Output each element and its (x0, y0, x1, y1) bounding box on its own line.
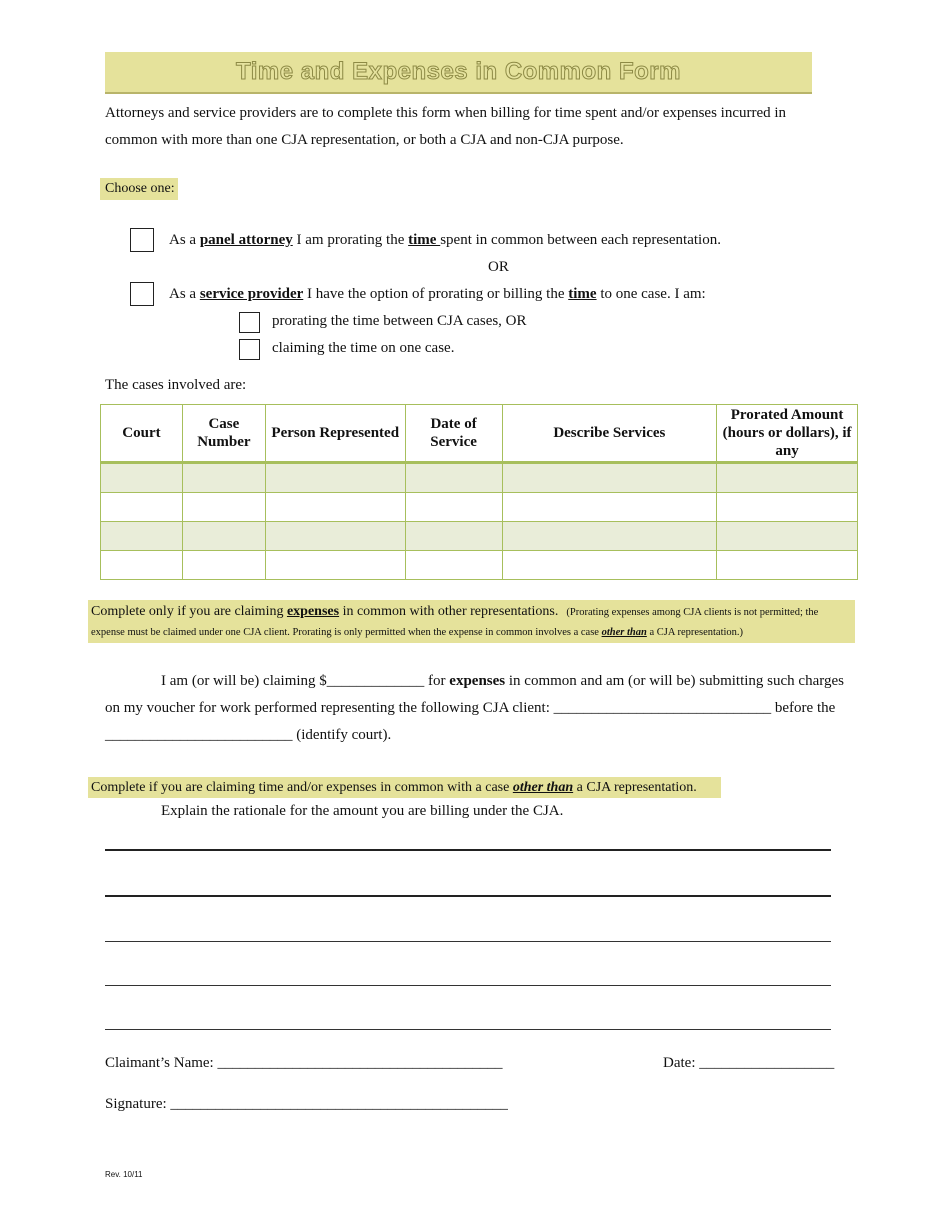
rationale-line[interactable] (105, 895, 831, 897)
table-cell[interactable] (502, 522, 717, 551)
rationale-label: Explain the rationale for the amount you are billing under the CJA. (161, 803, 564, 819)
or-label: OR (488, 259, 509, 275)
claiming-one-case-checkbox[interactable] (239, 339, 260, 360)
expenses-banner-note-emphasis: other than (601, 627, 647, 638)
option2-role: service provider (199, 286, 304, 302)
cases-label: The cases involved are: (105, 377, 247, 393)
table-cell[interactable] (265, 493, 405, 522)
expenses-banner (88, 600, 855, 643)
header-court: Court (101, 405, 183, 463)
expenses-banner-note: (Prorating expenses among CJA clients is not permitted; the expense must be claimed under one CJA client. Prorating is only permitted when the expense in common involves a case (91, 607, 819, 638)
table-cell[interactable] (717, 551, 858, 580)
table-cell[interactable] (502, 551, 717, 580)
expenses-banner-suffix: in common with other representations. (339, 604, 559, 619)
table-cell[interactable] (182, 551, 265, 580)
suboption-prorating: prorating the time between CJA cases, OR (272, 313, 527, 329)
cases-table (100, 404, 858, 580)
header-person-represented: Person Represented (265, 405, 405, 463)
intro-paragraph: Attorneys and service providers are to complete this form when billing for time spent and/or expenses incurred in common with more than one CJA representation, or both a CJA and non-CJA purpose. (105, 105, 787, 148)
choose-one-label: Choose one: (100, 178, 178, 200)
option-panel-attorney (169, 232, 721, 249)
table-cell[interactable] (265, 522, 405, 551)
table-cell[interactable] (502, 463, 717, 493)
other-banner-suffix: a CJA representation. (573, 780, 697, 795)
suboption-claiming-one-case: claiming the time on one case. (272, 340, 455, 356)
table-cell[interactable] (182, 493, 265, 522)
table-cell[interactable] (182, 463, 265, 493)
expenses-banner-keyword: expenses (286, 604, 340, 619)
table-cell[interactable] (101, 493, 183, 522)
claim-keyword: expenses (449, 673, 506, 689)
rationale-line[interactable] (105, 849, 831, 851)
option1-keyword: time (408, 232, 441, 248)
table-header-row (101, 405, 858, 463)
table-row (101, 551, 858, 580)
table-cell[interactable] (717, 463, 858, 493)
table-cell[interactable] (717, 522, 858, 551)
table-cell[interactable] (405, 551, 502, 580)
date-field[interactable]: Date: __________________ (663, 1055, 835, 1071)
claim-text-2: in common and am (or will be) submitting such charges on my voucher for work performed representing the following CJA client: _____________________________ before the _________________________ (identify court). (105, 673, 844, 743)
title-bar (105, 52, 812, 94)
page-title: Time and Expenses in Common Form (236, 58, 681, 85)
rationale-line[interactable] (105, 941, 831, 942)
header-describe-services: Describe Services (502, 405, 717, 463)
option2-suffix: to one case. I am: (596, 286, 706, 302)
table-cell[interactable] (405, 522, 502, 551)
rationale-line[interactable] (105, 985, 831, 986)
table-cell[interactable] (405, 493, 502, 522)
table-cell[interactable] (405, 463, 502, 493)
table-cell[interactable] (265, 463, 405, 493)
header-case-number: Case Number (182, 405, 265, 463)
option1-prefix: As a (169, 232, 200, 248)
revision-label: Rev. 10/11 (105, 1170, 143, 1179)
other-than-banner (88, 777, 721, 798)
claim-paragraph (105, 668, 850, 749)
table-cell[interactable] (502, 493, 717, 522)
table-row (101, 493, 858, 522)
table-cell[interactable] (265, 551, 405, 580)
table-cell[interactable] (101, 463, 183, 493)
claimant-name-field[interactable]: Claimant’s Name: ______________________________________ (105, 1055, 503, 1071)
other-banner-prefix: Complete if you are claiming time and/or expenses in common with a case (91, 780, 513, 795)
panel-attorney-checkbox[interactable] (130, 228, 154, 252)
option1-suffix: spent in common between each representation. (440, 232, 721, 248)
table-cell[interactable] (182, 522, 265, 551)
option2-keyword: time (568, 286, 597, 302)
table-row (101, 463, 858, 493)
expenses-banner-prefix: Complete only if you are claiming (91, 604, 287, 619)
signature-field[interactable]: Signature: _____________________________________________ (105, 1096, 508, 1112)
rationale-line[interactable] (105, 1029, 831, 1030)
other-banner-emphasis: other than (512, 780, 574, 795)
service-provider-checkbox[interactable] (130, 282, 154, 306)
table-cell[interactable] (717, 493, 858, 522)
option-service-provider (169, 286, 706, 303)
claim-text-1: I am (or will be) claiming $_____________ for (161, 673, 450, 689)
header-prorated-amount: Prorated Amount (hours or dollars), if any (717, 405, 858, 463)
table-row (101, 522, 858, 551)
table-cell[interactable] (101, 551, 183, 580)
option1-middle: I am prorating the (292, 232, 409, 248)
prorating-checkbox[interactable] (239, 312, 260, 333)
option1-role: panel attorney (199, 232, 293, 248)
option2-middle: I have the option of prorating or billing the (303, 286, 569, 302)
header-date-of-service: Date of Service (405, 405, 502, 463)
table-cell[interactable] (101, 522, 183, 551)
expenses-banner-note-end: a CJA representation.) (646, 627, 744, 638)
option2-prefix: As a (169, 286, 200, 302)
